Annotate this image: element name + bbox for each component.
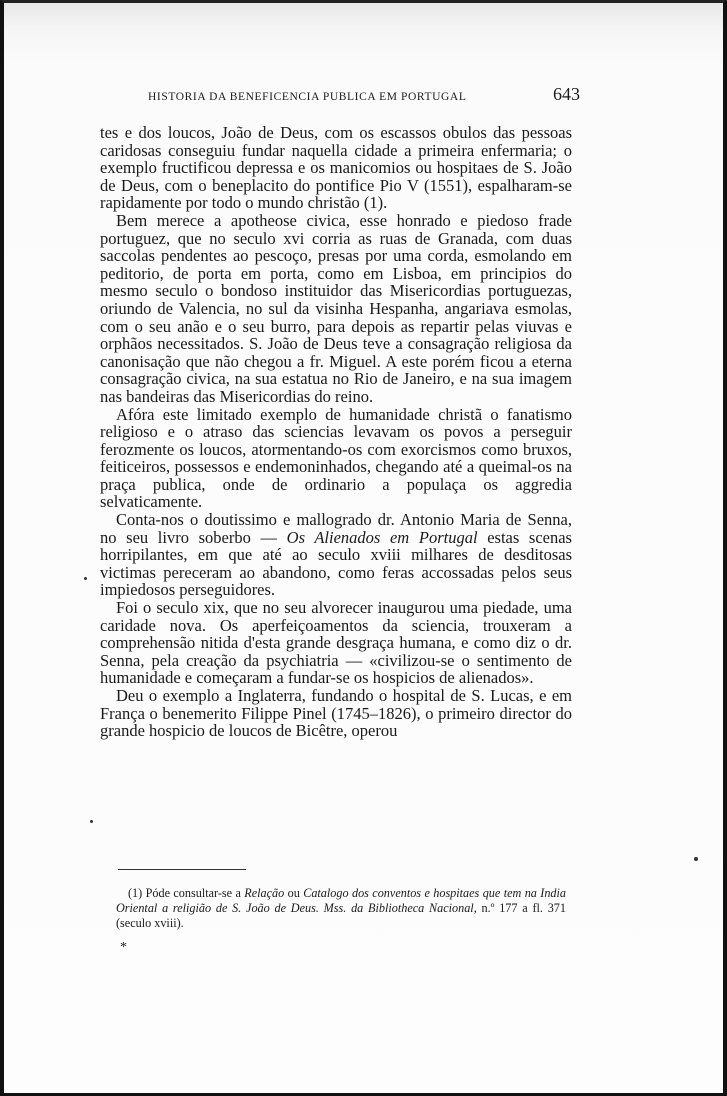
paragraph-2: Bem merece a apotheose civica, esse honrado e piedoso frade portuguez, que no seculo xvi corria as ruas de Granada, com duas saccolas pendentes ao pescoço, presas por uma corda, esmolando em peditorio, de porta em porta, como em Lisboa, em principios do mesmo seculo o bondoso instituidor das Misericordias portuguezas, oriundo de Valencia, no sul da visinha Hespanha, angariava esmolas, com o seu anão e o seu burro, para depois as repartir pelas viuvas e orphãos necessitados. S. João de Deus teve a consagração religiosa da canonisação que não chegou a fr. Miguel. A este porém ficou a eterna consagração civica, na sua estatua no Rio de Janeiro, e na sua imagem nas bandeiras das Misericordias do reino. <box>100 210 572 406</box>
footnote-marker: (1) <box>128 886 143 900</box>
paragraph-5: Foi o seculo xix, que no seu alvorecer inaugurou uma piedade, uma caridade nova. Os aperfeiçoamentos da sciencia, trouxeram a comprehensão nitida d'esta grande desgraça humana, e como diz o dr. Senna, pela creação da psychiatria — «civilizou-se o sentimento de humanidade e começaram a fundar-se os hospicios de alienados». <box>100 598 572 688</box>
paragraph-6: Deu o exemplo a Inglaterra, fundando o hospital de S. Lucas, e em França o benemerito Filippe Pinel (1745–1826), o primeiro director do grande hospicio de loucos de Bicêtre, operou <box>100 686 572 741</box>
footnote-part-3: n.º 177 a fl. 371 (seculo xviii). <box>116 901 566 930</box>
book-title: Os Alienados em Portugal <box>286 527 478 547</box>
paragraph-4-before: Conta-nos o doutissimo e mallogrado dr. Antonio Maria de Senna, no seu livro soberbo — <box>100 510 572 547</box>
footnote-part-1: Póde consultar-se a <box>145 886 245 900</box>
running-head <box>100 84 580 105</box>
paragraph-3: Afóra este limitado exemplo de humanidade christã o fanatismo religioso e o atraso das sciencias levavam os povos a perseguir ferozmente os loucos, atormentando-os com exorcismos como bruxos, feiticeiros, possessos e endemoninhados, chegando até a queimal-os na praça publica, onde de ordinario a populaça os aggredia selvaticamente. <box>100 404 572 512</box>
footnote-italic-2: Catalogo dos conventos e hospitaes que tem na India Oriental a religião de S. João de Deus. Mss. da Bibliotheca Nacional, <box>116 886 567 915</box>
body-text <box>100 124 572 740</box>
footnote-italic-1: Relação <box>244 886 285 900</box>
footnote-part-2: ou <box>284 886 304 900</box>
ink-speck <box>694 857 698 861</box>
paragraph-4-after: estas scenas horripilantes, em que até ao seculo xviii milhares de desditosas victimas pereceram ao abandono, como feras accossadas pelos seus impiedosos perseguidores. <box>100 527 572 600</box>
footnote-text <box>116 886 566 931</box>
paragraph-1: tes e dos loucos, João de Deus, com os escassos obulos das pessoas caridosas conseguiu fundar naquella cidade a primeira enfermaria; o exemplo fructificou depressa e os manicomios ou hospitaes de S. João de Deus, com o beneplacito do pontifice Pio V (1551), espalharam-se rapidamente por todo o mundo christão (1). <box>100 123 572 213</box>
asterisk-mark: * <box>120 940 127 955</box>
footnote-rule <box>118 869 246 870</box>
paragraph-4 <box>100 511 572 599</box>
running-title: HISTORIA DA BENEFICENCIA PUBLICA EM PORTUGAL <box>148 91 467 103</box>
ink-speck <box>90 820 93 823</box>
page-number: 643 <box>553 84 580 104</box>
ink-speck <box>84 577 87 580</box>
footnote <box>116 886 566 931</box>
